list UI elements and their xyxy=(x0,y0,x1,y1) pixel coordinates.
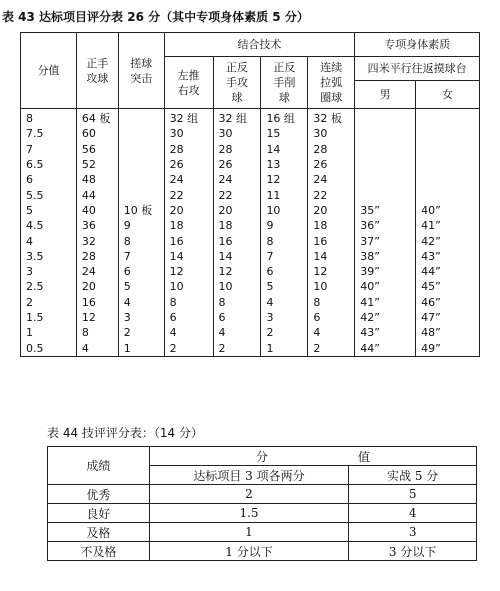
table-cell: 10 板 xyxy=(118,203,164,218)
table-cell: 22 xyxy=(164,187,213,202)
table-cell: 1.5 xyxy=(21,310,77,325)
table-row xyxy=(21,264,480,279)
table-cell: 8 xyxy=(308,295,355,310)
table-cell: 24 xyxy=(76,264,118,279)
header-combined-technique: 结合技术 xyxy=(164,33,355,57)
table-cell: 26 xyxy=(308,157,355,172)
table-cell: 42” xyxy=(355,310,416,325)
table-cell xyxy=(416,172,480,187)
table-cell: 40” xyxy=(416,203,480,218)
table-cell: 18 xyxy=(213,218,261,233)
header-standard-items: 达标项目 3 项各两分 xyxy=(149,466,349,485)
table-cell: 16 xyxy=(164,233,213,248)
table-cell: 8 xyxy=(164,295,213,310)
table-cell: 2 xyxy=(118,325,164,340)
table-cell: 3 xyxy=(349,523,477,542)
header-loop-drive: 连续 拉弧 圈球 xyxy=(308,57,355,109)
table-cell: 14 xyxy=(164,249,213,264)
table-cell: 28 xyxy=(76,249,118,264)
table-cell: 8 xyxy=(261,233,308,248)
table-cell: 4 xyxy=(21,233,77,248)
table-cell: 3 分以下 xyxy=(349,542,477,561)
table-cell: 18 xyxy=(308,218,355,233)
table-cell: 6 xyxy=(164,310,213,325)
table-cell: 3.5 xyxy=(21,249,77,264)
table-cell xyxy=(416,142,480,157)
table-cell: 47” xyxy=(416,310,480,325)
table-cell xyxy=(118,126,164,141)
table-cell: 4 xyxy=(164,325,213,340)
table-cell: 12 xyxy=(261,172,308,187)
table-cell: 10 xyxy=(164,279,213,294)
table-cell: 8 xyxy=(76,325,118,340)
table-cell: 44” xyxy=(355,340,416,356)
table-cell: 24 xyxy=(308,172,355,187)
table-cell: 4 xyxy=(118,295,164,310)
table-cell: 4 xyxy=(76,340,118,356)
header-shuttle-run: 四米平行往返摸球台 xyxy=(355,57,480,81)
table-cell: 6.5 xyxy=(21,157,77,172)
table-cell: 6 xyxy=(21,172,77,187)
table-cell xyxy=(355,157,416,172)
table-cell: 18 xyxy=(164,218,213,233)
table-cell: 30 xyxy=(164,126,213,141)
table-cell: 10 xyxy=(308,279,355,294)
table-cell: 38” xyxy=(355,249,416,264)
table-cell: 优秀 xyxy=(48,485,150,504)
table-cell: 48” xyxy=(416,325,480,340)
table-cell: 4 xyxy=(261,295,308,310)
header-match-play: 实战 5 分 xyxy=(349,466,477,485)
table-cell: 9 xyxy=(118,218,164,233)
table-row xyxy=(21,142,480,157)
table-cell: 20 xyxy=(213,203,261,218)
table-cell: 64 板 xyxy=(76,109,118,127)
table-cell: 7 xyxy=(261,249,308,264)
table-cell: 22 xyxy=(308,187,355,202)
table-cell: 46” xyxy=(416,295,480,310)
table-cell xyxy=(416,157,480,172)
table-row xyxy=(21,157,480,172)
table-cell: 41” xyxy=(416,218,480,233)
table-cell: 4 xyxy=(213,325,261,340)
table-cell: 1 xyxy=(21,325,77,340)
table-cell: 44 xyxy=(76,187,118,202)
table-cell: 16 组 xyxy=(261,109,308,127)
table-cell: 14 xyxy=(308,249,355,264)
table-cell xyxy=(118,109,164,127)
table-row xyxy=(48,523,477,542)
table-cell: 26 xyxy=(213,157,261,172)
table-cell: 56 xyxy=(76,142,118,157)
table-cell: 4 xyxy=(308,325,355,340)
table-cell: 36” xyxy=(355,218,416,233)
table-cell xyxy=(118,172,164,187)
table-cell: 14 xyxy=(213,249,261,264)
table-cell: 32 组 xyxy=(213,109,261,127)
table-cell: 48 xyxy=(76,172,118,187)
table-cell: 3 xyxy=(118,310,164,325)
table-cell: 7 xyxy=(21,142,77,157)
table-cell xyxy=(355,109,416,127)
table-cell: 30 xyxy=(213,126,261,141)
header-forehand-attack: 正手 攻球 xyxy=(76,33,118,109)
table-cell: 52 xyxy=(76,157,118,172)
table-cell: 49” xyxy=(416,340,480,356)
table-cell: 45” xyxy=(416,279,480,294)
table-cell: 60 xyxy=(76,126,118,141)
table-cell xyxy=(355,187,416,202)
table-cell: 12 xyxy=(213,264,261,279)
table-cell: 2 xyxy=(21,295,77,310)
table-cell: 10 xyxy=(213,279,261,294)
table-cell: 16 xyxy=(213,233,261,248)
table-cell: 8 xyxy=(118,233,164,248)
table-cell: 16 xyxy=(308,233,355,248)
header-grade: 成绩 xyxy=(48,447,150,485)
table-row xyxy=(21,109,480,127)
header-push-rush: 搓球 突击 xyxy=(118,33,164,109)
table-cell: 35” xyxy=(355,203,416,218)
table-row xyxy=(21,279,480,294)
table-cell: 15 xyxy=(261,126,308,141)
table-cell: 28 xyxy=(213,142,261,157)
table-row xyxy=(21,310,480,325)
table-cell xyxy=(355,142,416,157)
table-cell: 24 xyxy=(213,172,261,187)
header-fh-bh-attack: 正反 手攻 球 xyxy=(213,57,261,109)
table-cell: 42” xyxy=(416,233,480,248)
table-cell: 2 xyxy=(308,340,355,356)
table-cell: 39” xyxy=(355,264,416,279)
table-cell: 43” xyxy=(355,325,416,340)
table-cell: 0.5 xyxy=(21,340,77,356)
table-cell: 5 xyxy=(261,279,308,294)
table-row xyxy=(21,172,480,187)
table-cell: 2 xyxy=(164,340,213,356)
table-cell: 24 xyxy=(164,172,213,187)
table-cell: 12 xyxy=(164,264,213,279)
table-cell: 2 xyxy=(149,485,349,504)
table-cell: 5 xyxy=(21,203,77,218)
table-cell: 1 xyxy=(118,340,164,356)
table-cell: 5.5 xyxy=(21,187,77,202)
table-cell: 26 xyxy=(164,157,213,172)
header-male: 男 xyxy=(355,81,416,109)
table-44-caption: 表 44 技评评分表：（14 分） xyxy=(47,426,203,440)
table-row xyxy=(21,340,480,356)
table-cell: 43” xyxy=(416,249,480,264)
table-cell: 12 xyxy=(308,264,355,279)
table-cell: 32 xyxy=(76,233,118,248)
header-female: 女 xyxy=(416,81,480,109)
table-cell: 1 xyxy=(261,340,308,356)
table-cell: 41” xyxy=(355,295,416,310)
table-cell: 4 xyxy=(349,504,477,523)
table-cell: 4.5 xyxy=(21,218,77,233)
table-cell: 2 xyxy=(261,325,308,340)
table-cell: 14 xyxy=(261,142,308,157)
table-cell: 6 xyxy=(308,310,355,325)
table-cell: 1 分以下 xyxy=(149,542,349,561)
table-row xyxy=(21,249,480,264)
table-row xyxy=(48,485,477,504)
table-cell: 1.5 xyxy=(149,504,349,523)
table-cell: 7.5 xyxy=(21,126,77,141)
table-cell: 40” xyxy=(355,279,416,294)
table-cell: 3 xyxy=(21,264,77,279)
table-cell: 28 xyxy=(164,142,213,157)
header-special-fitness: 专项身体素质 xyxy=(355,33,480,57)
table-cell: 44” xyxy=(416,264,480,279)
header-fh-bh-chop: 正反 手削 球 xyxy=(261,57,308,109)
table-row xyxy=(21,295,480,310)
table-cell: 13 xyxy=(261,157,308,172)
table-cell: 32 组 xyxy=(164,109,213,127)
table-cell: 8 xyxy=(213,295,261,310)
table-row xyxy=(48,504,477,523)
table-cell: 22 xyxy=(213,187,261,202)
table-cell xyxy=(355,172,416,187)
table-cell: 20 xyxy=(76,279,118,294)
table-cell: 6 xyxy=(213,310,261,325)
table-cell: 11 xyxy=(261,187,308,202)
table-cell xyxy=(416,126,480,141)
table-43-score-table xyxy=(20,32,480,357)
table-cell: 3 xyxy=(261,310,308,325)
table-row xyxy=(21,325,480,340)
table-cell: 2 xyxy=(213,340,261,356)
header-score: 分值 xyxy=(21,33,77,109)
table-cell xyxy=(118,142,164,157)
table-44-technique-table xyxy=(47,446,477,561)
table-cell: 6 xyxy=(118,264,164,279)
table-cell: 5 xyxy=(118,279,164,294)
table-row xyxy=(48,542,477,561)
table-cell xyxy=(118,187,164,202)
table-cell: 良好 xyxy=(48,504,150,523)
table-cell: 不及格 xyxy=(48,542,150,561)
table-cell: 1 xyxy=(149,523,349,542)
table-cell: 36 xyxy=(76,218,118,233)
table-43-caption: 表 43 达标项目评分表 26 分（其中专项身体素质 5 分） xyxy=(2,10,309,24)
table-cell xyxy=(118,157,164,172)
table-row xyxy=(21,233,480,248)
table-row xyxy=(21,218,480,233)
table-cell: 40 xyxy=(76,203,118,218)
table-cell: 28 xyxy=(308,142,355,157)
table-cell xyxy=(355,126,416,141)
table-cell: 20 xyxy=(164,203,213,218)
table-cell: 16 xyxy=(76,295,118,310)
table-cell: 32 板 xyxy=(308,109,355,127)
table-cell xyxy=(416,187,480,202)
table-cell: 10 xyxy=(261,203,308,218)
table-row xyxy=(21,187,480,202)
table-cell: 8 xyxy=(21,109,77,127)
table-cell: 2.5 xyxy=(21,279,77,294)
table-cell: 6 xyxy=(261,264,308,279)
table-cell xyxy=(416,109,480,127)
table-cell: 9 xyxy=(261,218,308,233)
table-cell: 5 xyxy=(349,485,477,504)
table-cell: 20 xyxy=(308,203,355,218)
table-row xyxy=(21,203,480,218)
table-cell: 30 xyxy=(308,126,355,141)
table-row xyxy=(21,126,480,141)
header-left-push-right-attack: 左推 右攻 xyxy=(164,57,213,109)
table-cell: 7 xyxy=(118,249,164,264)
table-cell: 12 xyxy=(76,310,118,325)
table-cell: 及格 xyxy=(48,523,150,542)
header-score-value: 分 值 xyxy=(149,447,476,466)
table-cell: 37” xyxy=(355,233,416,248)
